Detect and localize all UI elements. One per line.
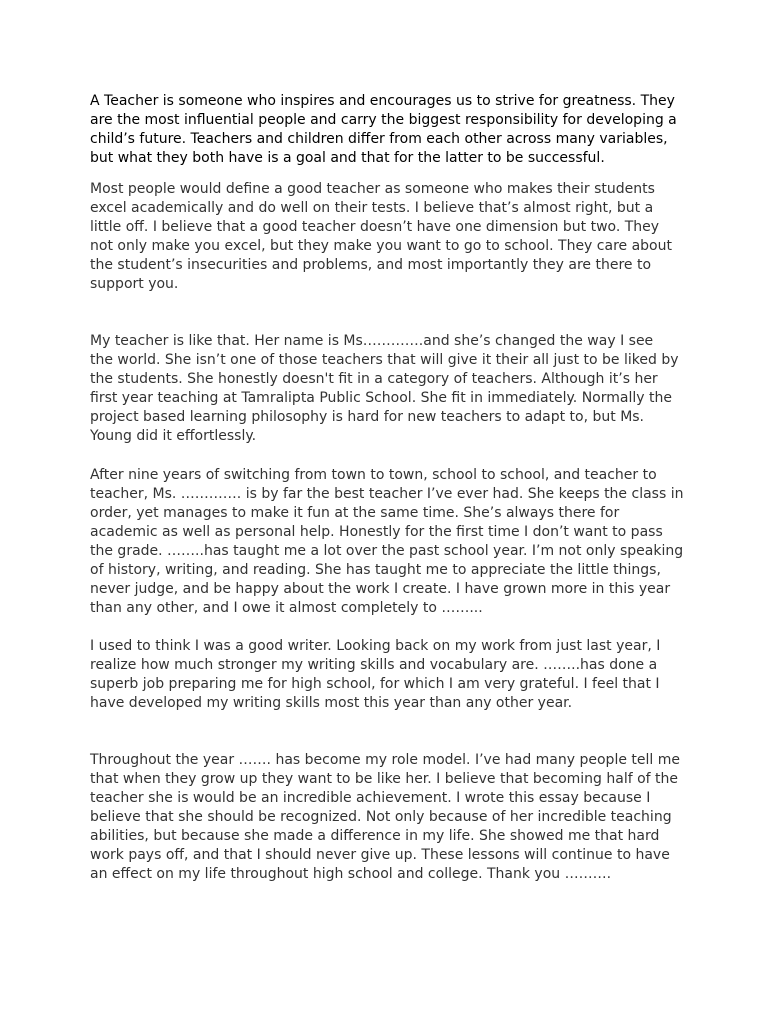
paragraph-best-teacher: After nine years of switching from town to town, school to school, and teacher to teacher, Ms. …………. is by far the best teacher I’ve ever had. She keeps the class in order, yet manages to make it fun at the same time. She’s always there for academic as well as personal help. Honestly for the first time I don’t want to pass the grade. ……..has taught me a lot over the past school year. I’m not only speaking of history, writing, and reading. She has taught me to appreciate the little things, never judge, and be happy about the work I create. I have grown more in this year than any other, and I owe it almost completely to ……...: [90, 467, 684, 616]
paragraph-intro: A Teacher is someone who inspires and encourages us to strive for greatness. They are the most influential people and carry the biggest responsibility for developing a child’s future. Teachers and children differ from each other across many variables, but what they both have is a goal and that for the latter to be successful.: [90, 93, 677, 166]
paragraph-good-teacher-definition: Most people would define a good teacher as someone who makes their students excel academically and do well on their tests. I believe that’s almost right, but a little off. I believe that a good teacher doesn’t have one dimension but two. They not only make you excel, but they make you want to go to school. They care about the student’s insecurities and problems, and most importantly they are there to support you.: [90, 181, 672, 292]
paragraph-my-teacher: My teacher is like that. Her name is Ms………….and she’s changed the way I see the world. She isn’t one of those teachers that will give it their all just to be liked by the students. She honestly doesn't fit in a category of teachers. Although it’s her first year teaching at Tamralipta Public School. She fit in immediately. Normally the project based learning philosophy is hard for new teachers to adapt to, but Ms. Young did it effortlessly.: [90, 333, 679, 444]
paragraph-writing-skills: I used to think I was a good writer. Looking back on my work from just last year, I realize how much stronger my writing skills and vocabulary are. ……..has done a superb job preparing me for high school, for which I am very grateful. I feel that I have developed my writing skills most this year than any other year.: [90, 638, 661, 711]
paragraph-role-model: Throughout the year ……. has become my role model. I’ve had many people tell me that when they grow up they want to be like her. I believe that becoming half of the teacher she is would be an incredible achievement. I wrote this essay because I believe that she should be recognized. Not only because of her incredible teaching abilities, but because she made a difference in my life. She showed me that hard work pays off, and that I should never give up. These lessons will continue to have an effect on my life throughout high school and college. Thank you ……….: [90, 752, 680, 882]
